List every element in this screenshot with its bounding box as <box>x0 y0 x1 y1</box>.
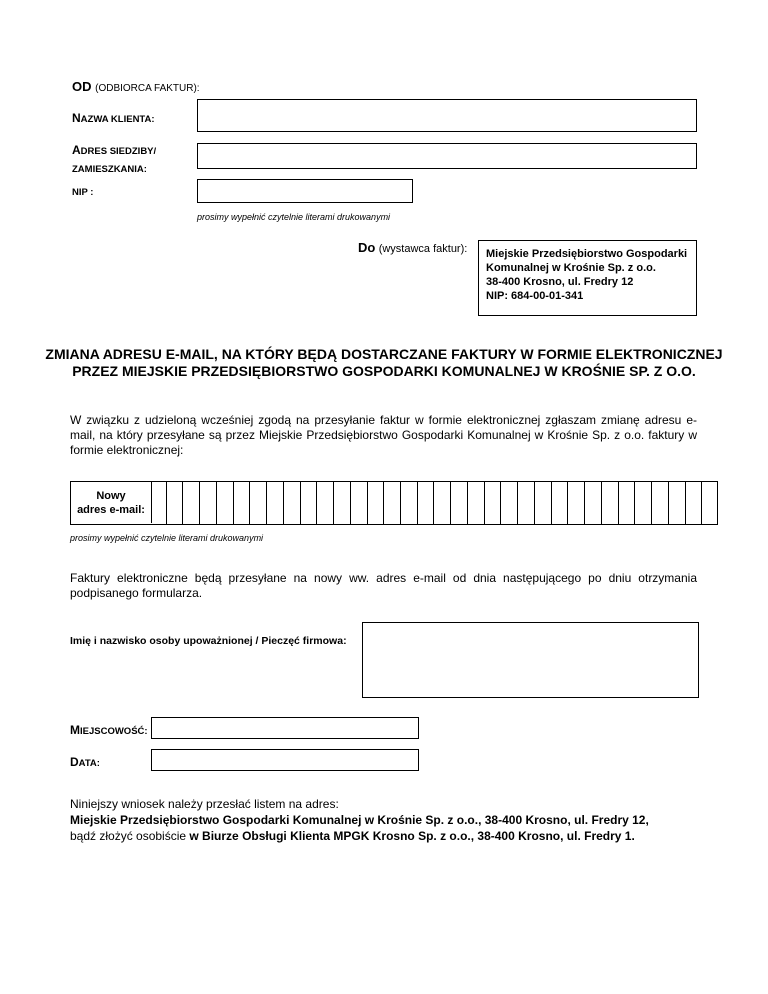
from-heading: OD (ODBIORCA FAKTUR): <box>72 79 200 94</box>
date-label: DATA: <box>70 755 100 769</box>
email-char-cell[interactable] <box>316 481 333 525</box>
email-char-cell[interactable] <box>300 481 317 525</box>
place-field[interactable] <box>151 717 419 739</box>
email-char-cell[interactable] <box>216 481 233 525</box>
email-char-cell[interactable] <box>166 481 183 525</box>
email-char-cell[interactable] <box>182 481 199 525</box>
email-char-cell[interactable] <box>383 481 400 525</box>
recipient-line: NIP: 684-00-01-341 <box>486 290 584 302</box>
email-char-cell[interactable] <box>618 481 635 525</box>
email-char-cell[interactable] <box>400 481 417 525</box>
email-char-cell[interactable] <box>685 481 702 525</box>
client-name-label: NAZWA KLIENTA: <box>72 111 155 125</box>
email-char-cell[interactable] <box>584 481 601 525</box>
to-label: Do (wystawca faktur): <box>358 240 468 255</box>
email-char-cell[interactable] <box>634 481 651 525</box>
client-name-field[interactable] <box>197 99 697 132</box>
signature-field[interactable] <box>362 622 699 698</box>
recipient-box <box>478 240 697 316</box>
email-char-cell[interactable] <box>150 481 166 525</box>
email-char-cell[interactable] <box>266 481 283 525</box>
email-char-cell[interactable] <box>433 481 450 525</box>
email-char-cell[interactable] <box>500 481 517 525</box>
address-field[interactable] <box>197 143 697 169</box>
email-char-cell[interactable] <box>601 481 618 525</box>
email-label: Nowy adres e-mail: <box>71 482 152 523</box>
email-char-cell[interactable] <box>668 481 685 525</box>
footer-instructions <box>70 796 730 844</box>
nip-label: NIP : <box>72 187 94 198</box>
email-char-cell[interactable] <box>417 481 434 525</box>
email-char-cell[interactable] <box>567 481 584 525</box>
email-char-cell[interactable] <box>199 481 216 525</box>
email-char-cell[interactable] <box>233 481 250 525</box>
recipient-line: Miejskie Przedsiębiorstwo Gospodarki <box>486 248 688 260</box>
email-char-cell[interactable] <box>350 481 367 525</box>
email-char-cell[interactable] <box>367 481 384 525</box>
from-hint: prosimy wypełnić czytelnie literami drukowanymi <box>197 212 391 222</box>
email-char-cell[interactable] <box>450 481 467 525</box>
email-char-cell[interactable] <box>534 481 551 525</box>
date-field[interactable] <box>151 749 419 771</box>
email-char-grid[interactable] <box>150 481 718 525</box>
email-char-cell[interactable] <box>484 481 501 525</box>
nip-field[interactable] <box>197 179 413 203</box>
address-label: ADRES SIEDZIBY/ ZAMIESZKANIA: <box>72 143 157 175</box>
footer-address: Miejskie Przedsiębiorstwo Gospodarki Komunalnej w Krośnie Sp. z o.o., 38-400 Krosno, ul. Fredry 12, <box>70 813 649 827</box>
email-char-cell[interactable] <box>249 481 266 525</box>
signature-label: Imię i nazwisko osoby upoważnionej / Pieczęć firmowa: <box>70 635 347 647</box>
email-char-cell[interactable] <box>517 481 534 525</box>
footer-line: Niniejszy wniosek należy przesłać listem na adres: <box>70 797 339 811</box>
email-char-cell[interactable] <box>551 481 568 525</box>
email-char-cell[interactable] <box>651 481 668 525</box>
footer-line: bądź złożyć osobiście w Biurze Obsługi Klienta MPGK Krosno Sp. z o.o., 38-400 Krosno, ul. Fredry 1. <box>70 829 635 843</box>
email-char-cell[interactable] <box>283 481 300 525</box>
schedule-paragraph: Faktury elektroniczne będą przesyłane na nowy ww. adres e-mail od dnia następującego po dniu otrzymania podpisanego formularza. <box>70 571 697 600</box>
email-char-cell[interactable] <box>701 481 718 525</box>
email-char-cell[interactable] <box>467 481 484 525</box>
place-label: MIEJSCOWOŚĆ: <box>70 723 148 737</box>
email-char-cell[interactable] <box>333 481 350 525</box>
email-hint: prosimy wypełnić czytelnie literami drukowanymi <box>70 533 264 543</box>
form-title: ZMIANA ADRESU E-MAIL, NA KTÓRY BĘDĄ DOSTARCZANE FAKTURY W FORMIE ELEKTRONICZNEJ PRZEZ MIEJSKIE PRZEDSIĘBIORSTWO GOSPODARKI KOMUNALNEJ W KROŚNIE SP. Z O.O. <box>45 346 723 379</box>
recipient-line: 38-400 Krosno, ul. Fredry 12 <box>486 276 634 288</box>
intro-paragraph: W związku z udzieloną wcześniej zgodą na przesyłanie faktur w formie elektronicznej zgłaszam zmianę adresu e-mail, na który przesyłane są przez Miejskie Przedsiębiorstwo Gospodarki Komunalnej w Krośnie Sp. z o.o. faktury w formie elektronicznej: <box>70 413 697 457</box>
recipient-line: Komunalnej w Krośnie Sp. z o.o. <box>486 262 656 274</box>
